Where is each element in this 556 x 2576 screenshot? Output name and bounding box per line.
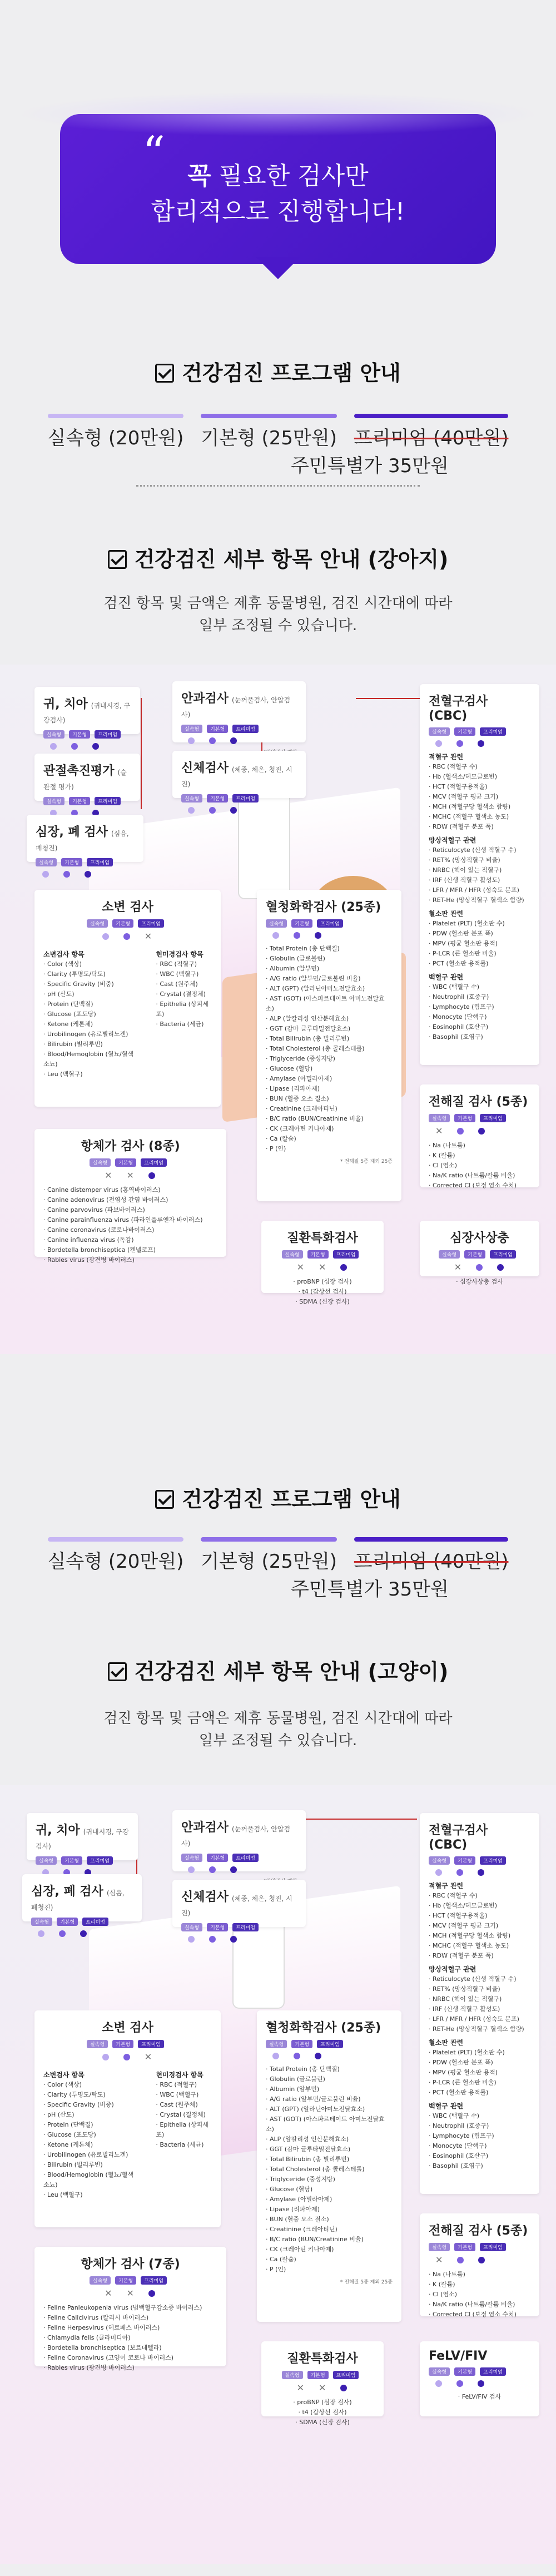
special-price: 주민특별가 35만원 bbox=[291, 455, 449, 477]
check-icon bbox=[108, 1662, 127, 1681]
plan-premium: 프리미엄 (40만원) bbox=[354, 1546, 509, 1573]
list-item: · CK (크레아틴 키나아제) bbox=[266, 1125, 334, 1132]
list-item: · P (인) bbox=[266, 2266, 286, 2273]
list-item: · Canine influenza virus (독감) bbox=[43, 1236, 134, 1244]
list-heading: 적혈구 관련 bbox=[429, 753, 464, 761]
list-item: · t4 (갑상선 검사) bbox=[298, 2409, 347, 2416]
list-item: · MCH (적혈구당 혈색소 함량) bbox=[429, 1932, 511, 1939]
list-item: · Crystal (결정체) bbox=[156, 990, 206, 998]
list-item: · Globulin (글로불린) bbox=[266, 2075, 325, 2083]
check-icon bbox=[155, 364, 174, 383]
list-item: · Bilirubin (빌리루빈) bbox=[43, 2161, 103, 2168]
list-item: · Protein (단백질) bbox=[43, 1000, 93, 1008]
list-item: · Amylase (아밀라아제) bbox=[266, 1075, 332, 1082]
list-item: · Monocyte (단핵구) bbox=[429, 2142, 487, 2149]
list-item: · Cast (원주체) bbox=[156, 980, 198, 988]
cat-note: 검진 항목 및 금액은 제휴 동물병원, 검진 시간대에 따라 일부 조정될 수 있습니다. bbox=[103, 1710, 453, 1749]
price-row bbox=[0, 423, 556, 450]
list-item: · Feline Coronavirus (고양이 코로나 바이러스) bbox=[43, 2354, 174, 2361]
list-item: · Albumin (알부민) bbox=[266, 2085, 320, 2093]
list-item: · LFR / MFR / HFR (성숙도 분포) bbox=[429, 2015, 519, 2023]
hero-bubble-tail bbox=[256, 257, 300, 279]
list-item: · MCH (적혈구당 혈색소 함량) bbox=[429, 803, 511, 810]
list-item: · Canine coronavirus (코로나바이러스) bbox=[43, 1226, 155, 1233]
list-item: · MCV (적혈구 평균 크기) bbox=[429, 1922, 499, 1929]
list-item: · Canine distemper virus (홍역바이러스) bbox=[43, 1186, 161, 1193]
list-item: · Epithelia (상피세포) bbox=[156, 2121, 209, 2138]
list-item: · Monocyte (단핵구) bbox=[429, 1013, 487, 1021]
list-item: · Specific Gravity (비중) bbox=[43, 2101, 114, 2108]
list-item: · Urobilinogen (유로빌리노겐) bbox=[43, 1031, 128, 1038]
list-item: · WBC (백혈구 수) bbox=[429, 2112, 479, 2119]
list-item: · Cl (염소) bbox=[429, 1162, 458, 1169]
list-item: · Leu (백혈구) bbox=[43, 2191, 83, 2198]
list-item: · FeLV/FIV 검사 bbox=[458, 2393, 502, 2400]
list-item: · Rabies virus (광견병 바이러스) bbox=[43, 1256, 135, 1264]
list-item: · A/G ratio (알부민/글로불린 비율) bbox=[266, 975, 361, 982]
card-electrolyte: 전해질 검사 (5종) 실속형 기본형 프리미엄 ✕ · Na (나트륨) · K (칼륨) · Cl (염소) · Na/K ratio (나트륨/칼륨 비율) · Corrected Cl (보정 염소 수치) bbox=[420, 2213, 539, 2316]
list-item: · PCT (혈소판 용적률) bbox=[429, 2089, 489, 2096]
card-felv-fiv: FeLV/FIV 실속형 기본형 프리미엄 · FeLV/FIV 검사 bbox=[420, 2341, 539, 2416]
list-item: · HCT (적혈구용적율) bbox=[429, 1912, 488, 1919]
plan-basic-lite: 실속형 (20만원) bbox=[48, 1546, 184, 1573]
quote-mark: “ bbox=[142, 127, 165, 179]
dog-note: 검진 항목 및 금액은 제휴 동물병원, 검진 시간대에 따라 일부 조정될 수 있습니다. bbox=[103, 595, 453, 634]
list-item: · P (인) bbox=[266, 1145, 286, 1152]
card-urine: 소변 검사 실속형 기본형 프리미엄 ✕ 소변검사 항목 · Color (색상) · Clarity (투명도/탁도) · Specific Gravity (비중) · pH (산도) · Protein (단백질) · Glucose (포도당) · Ketone (케톤체) · Urobilinogen (유로빌리노겐) · Bilirubin (빌리루빈) · Blood/Hemoglobin (혈뇨/혈색소뇨) · Leu (백혈구) 현미경검사 항목 · RBC (적혈구) · WBC (백혈구) · Cast (원주체) · Crystal (결정체) · Epithelia (상피세포) · Bacteria (세균) bbox=[34, 2010, 221, 2227]
list-item: · ALT (GPT) (알라닌아미노전달효소) bbox=[266, 2106, 365, 2113]
list-heading: 혈소판 관련 bbox=[429, 910, 464, 918]
list-item: · P-LCR (큰 혈소판 비율) bbox=[429, 950, 497, 957]
list-item: · Canine parainfluenza virus (파라인플루엔자 바이러스) bbox=[43, 1216, 203, 1223]
list-item: · Globulin (글로불린) bbox=[266, 955, 325, 962]
card-serum-chem: 혈청화학검사 (25종) 실속형 기본형 프리미엄 · Total Protein (총 단백질) · Globulin (글로불린) · Albumin (알부민) · A/G ratio (알부민/글로불린 비율) · ALT (GPT) (알라닌아미노전달효소) · AST (GOT) (아스파르테이트 아미노전달효소) · ALP (알칼리성 인산분해효소) · GGT (감마 글루타밀전달효소) · Total Bilirubin (총 빌리루빈) · Total Cholesterol (총 콜레스테롤) · Triglyceride (중성지방) · Glucose (혈당) · Amylase (아밀라아제) · Lipase (리파아제) · BUN (혈중 요소 질소) · Creatinine (크레아티닌) · B/C ratio (BUN/Creatinine 비율) · CK (크레아틴 키나아제) · Ca (칼슘) · P (인) * 전해질 5종 제외 25종 bbox=[257, 2010, 401, 2322]
check-icon bbox=[155, 1490, 174, 1509]
list-item: · Bacteria (세균) bbox=[156, 1021, 204, 1028]
list-item: · Total Bilirubin (총 빌리루빈) bbox=[266, 1035, 350, 1042]
list-item: · GGT (감마 글루타밀전달효소) bbox=[266, 1025, 351, 1032]
card-eye-exam: 안과검사 (눈꺼풀검사, 안압검사) 실속형 기본형 프리미엄 bbox=[172, 1810, 306, 1871]
list-item: · AST (GOT) (아스파르테이트 아미노전달효소) bbox=[266, 995, 385, 1012]
hero-line-1: 꼭 필요한 검사만 bbox=[187, 162, 369, 190]
list-item: · Platelet (PLT) (혈소판 수) bbox=[429, 920, 505, 927]
list-item: · Triglyceride (중성지방) bbox=[266, 1055, 335, 1062]
list-item: · PDW (혈소판 분포 폭) bbox=[429, 930, 493, 937]
list-item: · Amylase (아밀라아제) bbox=[266, 2196, 332, 2203]
list-item: · Ketone (케톤체) bbox=[43, 2141, 93, 2148]
list-item: · Eosinophil (호산구) bbox=[429, 2152, 489, 2159]
list-item: · 심장사상충 검사 bbox=[456, 1278, 503, 1285]
list-item: · RET% (망상적혈구 비율) bbox=[429, 1985, 500, 1993]
list-item: · WBC (백혈구 수) bbox=[429, 983, 479, 990]
list-item: · ALP (알칼리성 인산분해효소) bbox=[266, 1015, 349, 1022]
program-title: 건강검진 프로그램 안내 bbox=[0, 356, 556, 387]
list-item: · Cl (염소) bbox=[429, 2291, 458, 2298]
list-item: · Total Cholesterol (총 콜레스테롤) bbox=[266, 1045, 365, 1052]
list-item: · IRF (신생 적혈구 활성도) bbox=[429, 876, 500, 884]
list-item: · Blood/Hemoglobin (혈뇨/혈색소뇨) bbox=[43, 1051, 134, 1068]
plan-premium: 프리미엄 (40만원) bbox=[354, 423, 509, 450]
list-item: · RBC (적혈구) bbox=[156, 960, 197, 968]
list-item: · RBC (적혈구) bbox=[156, 2081, 197, 2088]
list-item: · B/C ratio (BUN/Creatinine 비율) bbox=[266, 2236, 364, 2243]
list-item: · RET% (망상적혈구 비율) bbox=[429, 856, 500, 864]
list-item: · MPV (평균 혈소판 용적) bbox=[429, 940, 498, 947]
list-item: · Crystal (결정체) bbox=[156, 2111, 206, 2118]
list-heading: 적혈구 관련 bbox=[429, 1882, 464, 1890]
list-item: · proBNP (심장 검사) bbox=[293, 1278, 352, 1285]
list-item: · K (칼륨) bbox=[429, 2281, 455, 2288]
list-item: · Ketone (케톤체) bbox=[43, 1021, 93, 1028]
list-item: · Na (나트륨) bbox=[429, 1142, 465, 1149]
card-antibody: 항체가 검사 (8종) 실속형 기본형 프리미엄 ✕ ✕ · Canine distemper virus (홍역바이러스) · Canine adenovirus (전염성 간염 바이러스) · Canine parvovirus (파보바이러스) · Canine parainfluenza virus (파라인플루엔자 바이러스) · Canine coronavirus (코로나바이러스) · Canine influenza virus (독감) · Bordetella bronchiseptica (켄넬코프) · Rabies virus (광견병 바이러스) bbox=[34, 1129, 226, 1257]
list-item: · Total Bilirubin (총 빌리루빈) bbox=[266, 2156, 350, 2163]
list-item: · Corrected Cl (보정 염소 수치) bbox=[429, 1182, 517, 1189]
connector-line bbox=[306, 1819, 417, 1820]
card-eye-exam: 안과검사 (눈꺼풀검사, 안압검사) 실속형 기본형 프리미엄 bbox=[172, 681, 306, 742]
list-item: · RBC (적혈구 수) bbox=[429, 1892, 478, 1899]
list-item: · Platelet (PLT) (혈소판 수) bbox=[429, 2049, 505, 2056]
cat-section-title: 건강검진 세부 항목 안내 (고양이) bbox=[0, 1654, 556, 1685]
list-item: · Canine adenovirus (전염성 간염 바이러스) bbox=[43, 1196, 168, 1203]
list-item: · Ca (칼슘) bbox=[266, 1135, 296, 1142]
list-item: · Na (나트륨) bbox=[429, 2271, 465, 2278]
list-heading: 망상적혈구 관련 bbox=[429, 1965, 476, 1973]
list-item: · B/C ratio (BUN/Creatinine 비율) bbox=[266, 1115, 364, 1122]
list-item: · Glucose (포도당) bbox=[43, 1010, 96, 1018]
list-item: · WBC (백혈구) bbox=[156, 970, 199, 978]
list-item: · Epithelia (상피세포) bbox=[156, 1000, 209, 1018]
list-item: · Feline Panleukopenia virus (범백혈구감소증 바이러스) bbox=[43, 2304, 202, 2311]
list-item: · Protein (단백질) bbox=[43, 2121, 93, 2128]
list-item: · Basophil (호염구) bbox=[429, 2162, 483, 2169]
card-joint: 관절촉진평가 (슬관절 평가) 실속형 기본형 프리미엄 bbox=[34, 754, 140, 801]
list-item: · SDMA (신장 검사) bbox=[295, 1298, 350, 1305]
list-item: · A/G ratio (알부민/글로불린 비율) bbox=[266, 2096, 361, 2103]
card-disease-specific: 질환특화검사 실속형 기본형 프리미엄 ✕ ✕ · proBNP (심장 검사) · t4 (갑상선 검사) · SDMA (신장 검사) bbox=[261, 2341, 384, 2416]
list-item: · NRBC (핵이 있는 적혈구) bbox=[429, 1995, 502, 2003]
list-item: · Ca (칼슘) bbox=[266, 2256, 296, 2263]
list-item: · Bordetella bronchiseptica (켄넬코프) bbox=[43, 1246, 156, 1254]
list-item: · Specific Gravity (비중) bbox=[43, 980, 114, 988]
program-title-2: 건강검진 프로그램 안내 bbox=[0, 1482, 556, 1513]
list-item: · Neutrophil (호중구) bbox=[429, 993, 489, 1000]
card-cbc: 전혈구검사 (CBC) 실속형 기본형 프리미엄 적혈구 관련 · RBC (적혈구 수) · Hb (혈색소/헤모글로빈) · HCT (적혈구용적율) · MCV (적혈구 평균 크기) · MCH (적혈구당 혈색소 함량) · MCHC (적혈구 혈색소 농도) · RDW (적혈구 분포 폭) 망상적혈구 관련 · Reticulocyte (신생 적혈구 수) · RET% (망상적혈구 비율) · NRBC (핵이 있는 적혈구) · IRF (신생 적혈구 활성도) · LFR / MFR / HFR (성숙도 분포) · RET-He (망상적혈구 혈색소 함량) 혈소판 관련 · Platelet (PLT) (혈소판 수) · PDW (혈소판 분포 폭) · MPV (평균 혈소판 용적) · P-LCR (큰 혈소판 비율) · PCT (혈소판 용적률) 백혈구 관련 · WBC (백혈구 수) · Neutrophil (호중구) · Lymphocyte (림프구) · Monocyte (단핵구) · Eosinophil (호산구) · Basophil (호염구) bbox=[420, 1813, 539, 2194]
list-item: · Total Protein (총 단백질) bbox=[266, 945, 340, 952]
list-item: · Na/K ratio (나트륨/칼륨 비율) bbox=[429, 1172, 515, 1179]
list-item: · Hb (혈색소/헤모글로빈) bbox=[429, 1902, 498, 1909]
list-item: · Creatinine (크레아티닌) bbox=[266, 2226, 337, 2233]
list-item: · t4 (갑상선 검사) bbox=[298, 1288, 347, 1295]
hero-banner bbox=[60, 114, 496, 264]
card-physical: 신체검사 (체중, 체온, 청진, 시진) 실속형 기본형 프리미엄 bbox=[172, 751, 306, 798]
card-disease-specific: 질환특화검사 실속형 기본형 프리미엄 ✕ ✕ · proBNP (심장 검사) · t4 (갑상선 검사) · SDMA (신장 검사) bbox=[261, 1221, 384, 1293]
list-item: · P-LCR (큰 혈소판 비율) bbox=[429, 2079, 497, 2086]
list-item: · HCT (적혈구용적율) bbox=[429, 783, 488, 790]
list-item: · Eosinophil (호산구) bbox=[429, 1023, 489, 1031]
list-heading: 망상적혈구 관련 bbox=[429, 836, 476, 844]
list-item: · Leu (백혈구) bbox=[43, 1071, 83, 1078]
dog-infographic bbox=[0, 665, 556, 1354]
card-electrolyte: 전해질 검사 (5종) 실속형 기본형 프리미엄 ✕ · Na (나트륨) · K (칼륨) · Cl (염소) · Na/K ratio (나트륨/칼륨 비율) · Corrected Cl (보정 염소 수치) bbox=[420, 1084, 539, 1187]
list-item: · RBC (적혈구 수) bbox=[429, 763, 478, 770]
list-item: · Clarity (투명도/탁도) bbox=[43, 970, 106, 978]
list-item: · ALT (GPT) (알라닌아미노전달효소) bbox=[266, 985, 365, 992]
list-item: · Glucose (혈당) bbox=[266, 1065, 313, 1072]
list-item: · proBNP (심장 검사) bbox=[293, 2399, 352, 2406]
list-item: · Blood/Hemoglobin (혈뇨/혈색소뇨) bbox=[43, 2171, 134, 2188]
list-item: · Na/K ratio (나트륨/칼륨 비율) bbox=[429, 2301, 515, 2308]
special-price-2: 주민특별가 35만원 bbox=[291, 1578, 449, 1601]
connector-line bbox=[141, 698, 142, 809]
list-item: · MCHC (적혈구 혈색소 농도) bbox=[429, 1942, 509, 1949]
list-item: · PDW (혈소판 분포 폭) bbox=[429, 2059, 493, 2066]
list-item: · Bilirubin (빌리루빈) bbox=[43, 1041, 103, 1048]
plan-basic: 기본형 (25만원) bbox=[201, 1546, 337, 1573]
list-item: · Bordetella bronchiseptica (보르데텔라) bbox=[43, 2344, 162, 2351]
hero-line-2: 합리적으로 진행합니다! bbox=[151, 197, 405, 226]
card-ear-teeth: 귀, 치아 (귀내시경, 구강검사) 실속형 기본형 프리미엄 bbox=[34, 687, 140, 734]
list-item: · MCV (적혈구 평균 크기) bbox=[429, 793, 499, 800]
list-item: · K (칼륨) bbox=[429, 1152, 455, 1159]
card-heart-lung: 심장, 폐 검사 (심음, 폐청진) 실속형 기본형 프리미엄 bbox=[27, 815, 143, 862]
list-item: · Lipase (리파아제) bbox=[266, 1085, 320, 1092]
list-item: · RDW (적혈구 분포 폭) bbox=[429, 1952, 494, 1959]
card-antibody: 항체가 검사 (7종) 실속형 기본형 프리미엄 ✕ ✕ · Feline Panleukopenia virus (범백혈구감소증 바이러스) · Feline Calicivirus (칼리시 바이러스) · Feline Herpesvirus (헤르페스 바이러스) · Chlamydia felis (클라미디아) · Bordetella bronchiseptica (보르데텔라) · Feline Coronavirus (고양이 코로나 바이러스) · Rabies virus (광견병 바이러스) bbox=[34, 2247, 226, 2366]
list-item: · Reticulocyte (신생 적혈구 수) bbox=[429, 846, 517, 854]
list-item: · Feline Herpesvirus (헤르페스 바이러스) bbox=[43, 2324, 160, 2331]
list-item: · Corrected Cl (보정 염소 수치) bbox=[429, 2311, 517, 2318]
plan-basic-lite: 실속형 (20만원) bbox=[48, 423, 184, 450]
list-item: · Chlamydia felis (클라미디아) bbox=[43, 2334, 131, 2341]
dog-section-title: 건강검진 세부 항목 안내 (강아지) bbox=[0, 542, 556, 573]
card-heartworm: 심장사상충 실속형 기본형 프리미엄 ✕ · 심장사상충 검사 bbox=[420, 1221, 539, 1276]
list-item: · Clarity (투명도/탁도) bbox=[43, 2091, 106, 2098]
list-item: · pH (산도) bbox=[43, 2111, 75, 2118]
list-item: · Triglyceride (중성지방) bbox=[266, 2176, 335, 2183]
list-item: · Lymphocyte (림프구) bbox=[429, 2132, 494, 2139]
list-item: · Creatinine (크레아티닌) bbox=[266, 1105, 337, 1112]
list-item: · Canine parvovirus (파보바이러스) bbox=[43, 1206, 145, 1213]
card-physical: 신체검사 (체중, 체온, 청진, 시진) 실속형 기본형 프리미엄 bbox=[172, 1880, 306, 1927]
list-item: · Color (색상) bbox=[43, 2081, 82, 2088]
list-item: · Feline Calicivirus (칼리시 바이러스) bbox=[43, 2314, 149, 2321]
cat-infographic bbox=[0, 1785, 556, 2564]
list-item: · Hb (혈색소/헤모글로빈) bbox=[429, 773, 498, 780]
card-heart-lung: 심장, 폐 검사 (심음, 폐청진) 실속형 기본형 프리미엄 bbox=[22, 1874, 142, 1921]
list-item: · WBC (백혈구) bbox=[156, 2091, 199, 2098]
list-heading: 백혈구 관련 bbox=[429, 2102, 464, 2110]
list-item: · SDMA (신장 검사) bbox=[295, 2419, 350, 2426]
list-item: · RET-He (망상적혈구 혈색소 함량) bbox=[429, 2025, 524, 2033]
list-item: · Neutrophil (호중구) bbox=[429, 2122, 489, 2129]
list-item: · Urobilinogen (유로빌리노겐) bbox=[43, 2151, 128, 2158]
list-item: · BUN (혈중 요소 질소) bbox=[266, 2216, 329, 2223]
card-serum-chem: 혈청화학검사 (25종) 실속형 기본형 프리미엄 · Total Protein (총 단백질) · Globulin (글로불린) · Albumin (알부민) · A/G ratio (알부민/글로불린 비율) · ALT (GPT) (알라닌아미노전달효소) · AST (GOT) (아스파르테이트 아미노전달효소) · ALP (알칼리성 인산분해효소) · GGT (감마 글루타밀전달효소) · Total Bilirubin (총 빌리루빈) · Total Cholesterol (총 콜레스테롤) · Triglyceride (중성지방) · Glucose (혈당) · Amylase (아밀라아제) · Lipase (리파아제) · BUN (혈중 요소 질소) · Creatinine (크레아티닌) · B/C ratio (BUN/Creatinine 비율) · CK (크레아틴 키나아제) · Ca (칼슘) · P (인) * 전해질 5종 제외 25종 bbox=[257, 890, 401, 1201]
card-urine: 소변 검사 실속형 기본형 프리미엄 ✕ 소변검사 항목 · Color (색상) · Clarity (투명도/탁도) · Specific Gravity (비중) · pH (산도) · Protein (단백질) · Glucose (포도당) · Ketone (케톤체) · Urobilinogen (유로빌리노겐) · Bilirubin (빌리루빈) · Blood/Hemoglobin (혈뇨/혈색소뇨) · Leu (백혈구) 현미경검사 항목 · RBC (적혈구) · WBC (백혈구) · Cast (원주체) · Crystal (결정체) · Epithelia (상피세포) · Bacteria (세균) bbox=[34, 890, 221, 1107]
list-item: · RDW (적혈구 분포 폭) bbox=[429, 823, 494, 830]
list-heading: 백혈구 관련 bbox=[429, 973, 464, 981]
list-item: · IRF (신생 적혈구 활성도) bbox=[429, 2005, 500, 2013]
card-ear-teeth: 귀, 치아 (귀내시경, 구강검사) 실속형 기본형 프리미엄 bbox=[27, 1813, 138, 1860]
list-item: · Rabies virus (광견병 바이러스) bbox=[43, 2364, 135, 2371]
list-item: · Basophil (호염구) bbox=[429, 1033, 483, 1041]
list-item: · pH (산도) bbox=[43, 990, 75, 998]
list-item: · Cast (원주체) bbox=[156, 2101, 198, 2108]
list-item: · MPV (평균 혈소판 용적) bbox=[429, 2069, 498, 2076]
plan-basic: 기본형 (25만원) bbox=[201, 423, 337, 450]
check-icon bbox=[108, 550, 127, 569]
list-item: · Bacteria (세균) bbox=[156, 2141, 204, 2148]
list-item: · LFR / MFR / HFR (성숙도 분포) bbox=[429, 886, 519, 894]
list-item: · PCT (혈소판 용적률) bbox=[429, 960, 489, 967]
list-item: · Total Protein (총 단백질) bbox=[266, 2065, 340, 2073]
list-item: · Lipase (리파아제) bbox=[266, 2206, 320, 2213]
list-item: · MCHC (적혈구 혈색소 농도) bbox=[429, 813, 509, 820]
list-item: · Albumin (알부민) bbox=[266, 965, 320, 972]
list-item: · Color (색상) bbox=[43, 960, 82, 968]
list-item: · Reticulocyte (신생 적혈구 수) bbox=[429, 1975, 517, 1983]
list-item: · Glucose (혈당) bbox=[266, 2186, 313, 2193]
connector-line bbox=[356, 698, 423, 699]
list-item: · GGT (감마 글루타밀전달효소) bbox=[266, 2146, 351, 2153]
list-item: · Lymphocyte (림프구) bbox=[429, 1003, 494, 1010]
list-item: · Total Cholesterol (총 콜레스테롤) bbox=[266, 2166, 365, 2173]
list-item: · CK (크레아틴 키나아제) bbox=[266, 2246, 334, 2253]
list-item: · ALP (알칼리성 인산분해효소) bbox=[266, 2136, 349, 2143]
dotted-divider bbox=[136, 485, 420, 487]
list-item: · AST (GOT) (아스파르테이트 아미노전달효소) bbox=[266, 2116, 385, 2133]
list-item: · BUN (혈중 요소 질소) bbox=[266, 1095, 329, 1102]
price-row-2 bbox=[0, 1546, 556, 1573]
cbc-list bbox=[429, 752, 530, 1042]
list-item: · Glucose (포도당) bbox=[43, 2131, 96, 2138]
list-heading: 혈소판 관련 bbox=[429, 2039, 464, 2047]
card-cbc: 전혈구검사 (CBC) 실속형 기본형 프리미엄 적혈구 관련 · RBC (적혈구 수) · Hb (혈색소/헤모글로빈) · HCT (적혈구용적율) · MCV (적혈구 평균 크기) · MCH (적혈구당 혈색소 함량) · MCHC (적혈구 혈색소 농도) · RDW (적혈구 분포 폭) 망상적혈구 관련 · Reticulocyte (신생 적혈구 수) · RET% (망상적혈구 비율) · NRBC (핵이 있는 적혈구) · IRF (신생 적혈구 활성도) · LFR / MFR / HFR (성숙도 분포) · RET-He (망상적혈구 혈색소 함량) 혈소판 관련 · Platelet (PLT) (혈소판 수) · PDW (혈소판 분포 폭) · MPV (평균 혈소판 용적) · P-LCR (큰 혈소판 비율) · PCT (혈소판 용적률) 백혈구 관련 · WBC (백혈구 수) · Neutrophil (호중구) · Lymphocyte (림프구) · Monocyte (단핵구) · Eosinophil (호산구) · Basophil (호염구) bbox=[420, 684, 539, 1065]
list-item: · NRBC (핵이 있는 적혈구) bbox=[429, 866, 502, 874]
list-item: · RET-He (망상적혈구 혈색소 함량) bbox=[429, 896, 524, 904]
